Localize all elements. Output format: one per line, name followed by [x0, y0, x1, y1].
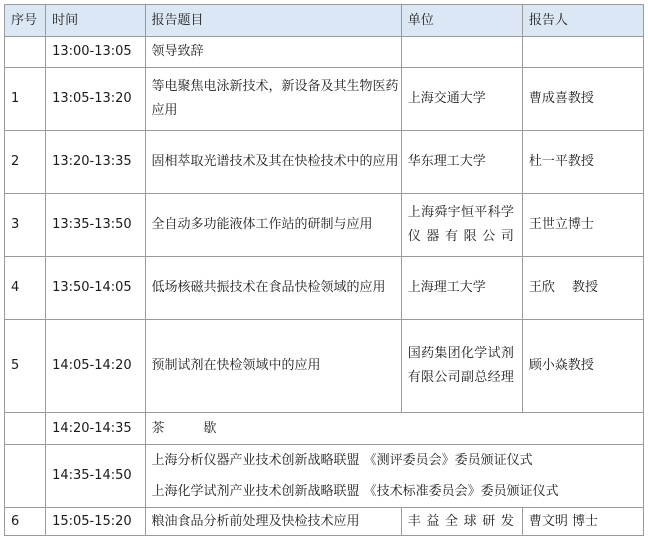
table-row: [5, 320, 644, 413]
row-time: 13:00-13:05: [46, 37, 145, 68]
row-topic: 低场核磁共振技术在食品快检领域的应用: [145, 257, 401, 320]
tea-break-label: 茶 歇: [145, 413, 643, 445]
row-topic: 粮油食品分析前处理及快检技术应用: [145, 508, 401, 536]
agenda-table-container: [4, 4, 644, 536]
row-time: 14:20-14:35: [46, 413, 145, 445]
row-org: 上海交通大学: [401, 68, 522, 131]
table-row: [5, 131, 644, 194]
row-speaker: 曹成喜教授: [522, 68, 643, 131]
row-time: 13:20-13:35: [46, 131, 145, 194]
row-num: 3: [5, 194, 46, 257]
table-row: [5, 68, 644, 131]
row-num: 2: [5, 131, 46, 194]
table-row: [5, 194, 644, 257]
row-num: [5, 37, 46, 68]
row-speaker: 王欣 教授: [522, 257, 643, 320]
row-speaker: 曹文明 博士: [522, 508, 643, 536]
row-time: 14:35-14:50: [46, 445, 145, 508]
row-topic: 领导致辞: [145, 37, 401, 68]
row-time: 13:05-13:20: [46, 68, 145, 131]
ceremony-row: [5, 445, 644, 508]
row-time: 13:35-13:50: [46, 194, 145, 257]
ceremony-line: 上海化学试剂产业技术创新战略联盟 《技术标准委员会》委员颁证仪式: [151, 484, 559, 499]
header-speaker: 报告人: [522, 5, 643, 37]
row-speaker: 杜一平教授: [522, 131, 643, 194]
row-topic: 预制试剂在快检领域中的应用: [145, 320, 401, 413]
row-topic: 等电聚焦电泳新技术，新设备及其生物医药应用: [145, 68, 401, 131]
row-speaker: 王世立博士: [522, 194, 643, 257]
row-org: 华东理工大学: [401, 131, 522, 194]
header-row: [5, 5, 644, 37]
header-time: 时间: [46, 5, 145, 37]
ceremony-text: [145, 445, 643, 508]
row-num: 4: [5, 257, 46, 320]
row-num: 6: [5, 508, 46, 536]
row-time: 14:05-14:20: [46, 320, 145, 413]
header-org: 单位: [401, 5, 522, 37]
table-row: [5, 508, 644, 536]
row-num: [5, 413, 46, 445]
row-time: 15:05-15:20: [46, 508, 145, 536]
row-num: [5, 445, 46, 508]
table-row: [5, 37, 644, 68]
row-topic: 全自动多功能液体工作站的研制与应用: [145, 194, 401, 257]
row-org: 上海舜宇恒平科学仪器有限公司: [401, 194, 522, 257]
row-num: 5: [5, 320, 46, 413]
row-speaker: 顾小焱教授: [522, 320, 643, 413]
ceremony-line: 上海分析仪器产业技术创新战略联盟 《测评委员会》委员颁证仪式: [151, 453, 533, 468]
row-org: [401, 37, 522, 68]
row-org: 国药集团化学试剂有限公司副总经理: [401, 320, 522, 413]
header-topic: 报告题目: [145, 5, 401, 37]
row-org: 丰益全球研发: [401, 508, 522, 536]
row-speaker: [522, 37, 643, 68]
header-num: 序号: [5, 5, 46, 37]
row-org: 上海理工大学: [401, 257, 522, 320]
row-topic: 固相萃取光谱技术及其在快检技术中的应用: [145, 131, 401, 194]
table-row: [5, 257, 644, 320]
tea-break-row: [5, 413, 644, 445]
row-time: 13:50-14:05: [46, 257, 145, 320]
agenda-table: [4, 4, 644, 536]
row-num: 1: [5, 68, 46, 131]
